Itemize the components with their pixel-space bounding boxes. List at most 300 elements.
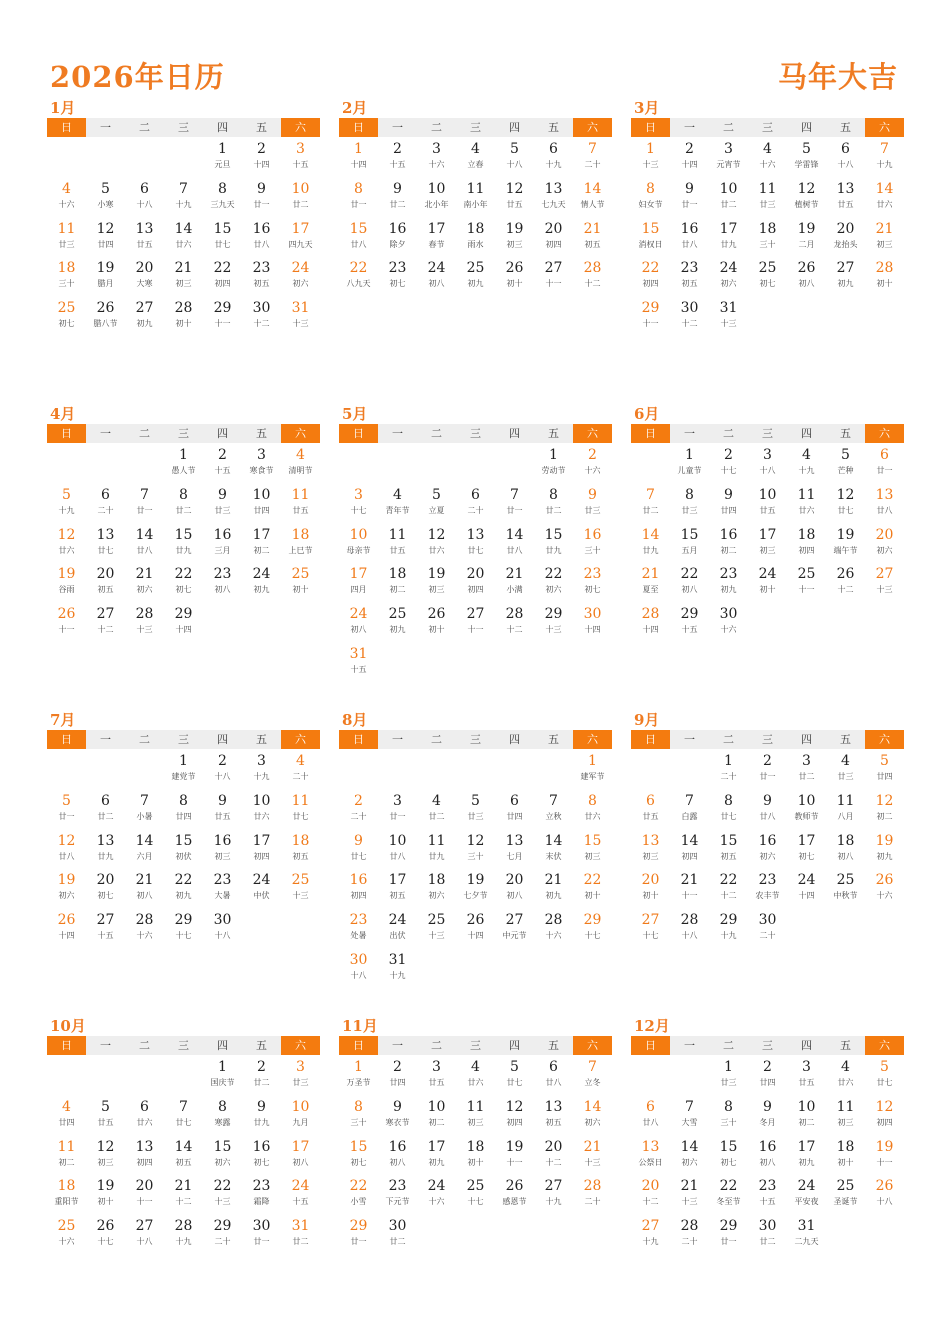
day-cell <box>631 908 670 948</box>
day-cell <box>47 562 86 602</box>
day-cell <box>826 523 865 563</box>
weekday-label: 三 <box>748 118 787 137</box>
day-number: 24 <box>291 1178 310 1195</box>
lunar-date: 十二 <box>837 585 854 595</box>
lunar-date: 十一 <box>642 319 659 329</box>
day-number: 29 <box>680 606 699 623</box>
lunar-date: 十五 <box>350 664 367 674</box>
lunar-date: 廿五 <box>97 1117 114 1127</box>
lunar-date: 大寒 <box>136 279 153 289</box>
weekday-label: 一 <box>378 118 417 137</box>
day-number: 4 <box>62 180 71 197</box>
lunar-date: 七夕节 <box>463 891 488 901</box>
lunar-date: 十九 <box>389 970 406 980</box>
day-number: 20 <box>135 1178 154 1195</box>
weekday-label: 五 <box>826 1036 865 1055</box>
empty-cell <box>417 749 456 789</box>
day-grid <box>339 749 612 988</box>
day-cell <box>456 137 495 177</box>
day-grid <box>631 137 904 336</box>
weekday-label: 六 <box>281 118 320 137</box>
lunar-date: 十二 <box>506 625 523 635</box>
day-number: 30 <box>252 300 271 317</box>
day-number: 16 <box>252 220 271 237</box>
lunar-date: 二十 <box>720 772 737 781</box>
lunar-date: 大暑 <box>214 891 231 901</box>
empty-cell <box>495 443 534 483</box>
lunar-date: 儿童节 <box>677 466 702 475</box>
empty-cell <box>631 443 670 483</box>
day-number: 21 <box>641 566 660 583</box>
weekday-header <box>631 424 904 443</box>
day-cell <box>203 483 242 523</box>
day-number: 18 <box>57 260 76 277</box>
day-number: 17 <box>349 566 368 583</box>
lunar-date: 十六 <box>584 466 601 475</box>
day-cell <box>378 829 417 869</box>
weekday-label: 六 <box>865 118 904 137</box>
lunar-date: 情人节 <box>580 199 605 209</box>
lunar-date: 四月 <box>350 585 367 595</box>
day-number: 11 <box>466 180 485 197</box>
day-number: 4 <box>841 753 850 769</box>
empty-cell <box>86 1055 125 1095</box>
day-number: 22 <box>641 260 660 277</box>
day-cell <box>47 908 86 948</box>
lunar-date: 初四 <box>642 279 659 289</box>
lunar-date: 初九 <box>389 625 406 635</box>
day-cell <box>203 443 242 483</box>
day-cell <box>47 829 86 869</box>
day-number: 28 <box>135 912 154 929</box>
day-cell <box>125 789 164 829</box>
weekday-label: 日 <box>631 424 670 443</box>
day-cell <box>748 562 787 602</box>
empty-cell <box>47 443 86 483</box>
month-block <box>631 99 904 336</box>
day-cell <box>47 217 86 257</box>
day-number: 13 <box>505 832 524 849</box>
day-grid <box>631 749 904 948</box>
lunar-date: 大雪 <box>681 1117 698 1127</box>
day-number: 23 <box>758 872 777 889</box>
lunar-date: 二十 <box>97 505 114 515</box>
day-cell <box>456 177 495 217</box>
lunar-date: 廿七 <box>350 851 367 861</box>
weekday-label: 一 <box>86 730 125 749</box>
weekday-label: 四 <box>495 118 534 137</box>
lunar-date: 初四 <box>681 851 698 861</box>
lunar-date: 十九 <box>545 1197 562 1207</box>
day-cell <box>670 1214 709 1254</box>
lunar-date: 八月 <box>837 811 854 821</box>
weekday-label: 六 <box>573 118 612 137</box>
weekday-header <box>47 1036 320 1055</box>
lunar-date: 十三 <box>214 1197 231 1207</box>
lunar-date: 廿九 <box>253 1117 270 1127</box>
lunar-date: 十九 <box>876 160 893 169</box>
day-cell <box>534 908 573 948</box>
day-number: 6 <box>880 447 889 463</box>
day-cell <box>203 137 242 177</box>
empty-cell <box>378 749 417 789</box>
lunar-date: 廿八 <box>506 545 523 555</box>
lunar-date: 十二 <box>584 279 601 289</box>
lunar-date: 三月 <box>214 545 231 555</box>
lunar-date: 中元节 <box>502 931 527 941</box>
weekday-label: 二 <box>709 118 748 137</box>
day-number: 26 <box>505 1178 524 1195</box>
weekday-label: 六 <box>281 1036 320 1055</box>
lunar-date: 立秋 <box>545 811 562 821</box>
day-number: 27 <box>544 260 563 277</box>
day-cell <box>495 829 534 869</box>
weekday-label: 三 <box>456 118 495 137</box>
weekday-label: 五 <box>242 730 281 749</box>
day-number: 17 <box>252 832 271 849</box>
lunar-date: 廿三 <box>214 505 231 515</box>
day-number: 12 <box>797 180 816 197</box>
day-cell <box>456 1135 495 1175</box>
lunar-date: 二十 <box>759 931 776 941</box>
day-number: 10 <box>252 792 271 809</box>
weekday-label: 五 <box>534 730 573 749</box>
lunar-date: 二十 <box>584 1197 601 1207</box>
lunar-date: 二十 <box>292 772 309 781</box>
day-cell <box>495 789 534 829</box>
lunar-date: 二月 <box>798 239 815 249</box>
day-cell <box>670 1174 709 1214</box>
day-number: 5 <box>432 486 441 503</box>
day-cell <box>456 562 495 602</box>
lunar-date: 十二 <box>642 1197 659 1207</box>
day-cell <box>865 1174 904 1214</box>
day-number: 29 <box>174 912 193 929</box>
lunar-date: 廿一 <box>136 505 153 515</box>
day-cell <box>865 1135 904 1175</box>
day-number: 28 <box>641 606 660 623</box>
day-cell <box>417 523 456 563</box>
weekday-label: 三 <box>456 730 495 749</box>
lunar-date: 廿六 <box>428 545 445 555</box>
day-number: 9 <box>588 486 597 503</box>
day-cell <box>47 1174 86 1214</box>
day-number: 8 <box>685 486 694 503</box>
weekday-label: 五 <box>826 118 865 137</box>
lunar-date: 廿一 <box>681 199 698 209</box>
day-number: 24 <box>349 606 368 623</box>
weekday-label: 二 <box>125 118 164 137</box>
day-number: 21 <box>135 872 154 889</box>
day-cell <box>417 908 456 948</box>
lunar-date: 廿八 <box>876 505 893 515</box>
day-cell <box>573 483 612 523</box>
day-number: 19 <box>427 566 446 583</box>
weekday-label: 四 <box>495 1036 534 1055</box>
day-number: 27 <box>836 260 855 277</box>
day-cell <box>339 177 378 217</box>
day-number: 12 <box>875 1098 894 1115</box>
lunar-date: 处暑 <box>350 931 367 941</box>
lunar-date: 廿四 <box>876 772 893 781</box>
lunar-date: 初九 <box>175 891 192 901</box>
day-number: 20 <box>544 220 563 237</box>
lunar-date: 三十 <box>759 239 776 249</box>
day-number: 7 <box>179 180 188 197</box>
lunar-date: 初五 <box>175 1157 192 1167</box>
day-number: 12 <box>505 1098 524 1115</box>
lunar-date: 廿二 <box>389 199 406 209</box>
day-cell <box>203 1214 242 1254</box>
day-cell <box>456 523 495 563</box>
day-cell <box>534 1095 573 1135</box>
lunar-date: 初四 <box>136 1157 153 1167</box>
day-cell <box>826 868 865 908</box>
lunar-date: 白露 <box>681 811 698 821</box>
day-cell <box>748 483 787 523</box>
day-number: 14 <box>135 526 154 543</box>
lunar-date: 十九 <box>58 505 75 515</box>
day-cell <box>534 443 573 483</box>
day-cell <box>787 1055 826 1095</box>
day-number: 31 <box>797 1218 816 1235</box>
day-cell <box>281 789 320 829</box>
day-grid <box>339 1055 612 1254</box>
lunar-date: 初七 <box>584 585 601 595</box>
day-number: 9 <box>354 832 363 849</box>
day-number: 16 <box>349 872 368 889</box>
day-cell <box>573 137 612 177</box>
lunar-date: 六月 <box>136 851 153 861</box>
lunar-date: 冬月 <box>759 1117 776 1127</box>
lunar-date: 初九 <box>253 585 270 595</box>
day-cell <box>164 483 203 523</box>
lunar-date: 腊月 <box>97 279 114 289</box>
day-cell <box>339 868 378 908</box>
lunar-date: 上巳节 <box>288 545 313 555</box>
lunar-date: 初九 <box>837 279 854 289</box>
lunar-date: 十六 <box>876 891 893 901</box>
day-number: 2 <box>218 447 227 463</box>
day-number: 4 <box>471 1059 480 1075</box>
day-grid <box>339 443 612 682</box>
empty-cell <box>670 749 709 789</box>
lunar-date: 初三 <box>506 239 523 249</box>
day-cell <box>378 1135 417 1175</box>
lunar-date: 廿二 <box>798 772 815 781</box>
day-number: 6 <box>841 141 850 157</box>
day-cell <box>709 562 748 602</box>
day-number: 18 <box>797 526 816 543</box>
weekday-label: 日 <box>47 1036 86 1055</box>
weekday-label: 一 <box>670 730 709 749</box>
empty-cell <box>417 443 456 483</box>
lunar-date: 七九天 <box>541 199 566 209</box>
weekday-label: 五 <box>534 1036 573 1055</box>
weekday-label: 四 <box>203 1036 242 1055</box>
day-number: 14 <box>583 180 602 197</box>
lunar-date: 十七 <box>720 466 737 475</box>
day-cell <box>670 256 709 296</box>
day-cell <box>670 443 709 483</box>
day-number: 24 <box>797 872 816 889</box>
empty-cell <box>534 749 573 789</box>
day-cell <box>456 1055 495 1095</box>
day-cell <box>417 602 456 642</box>
day-cell <box>339 829 378 869</box>
day-cell <box>339 1135 378 1175</box>
day-number: 6 <box>549 1059 558 1075</box>
day-number: 14 <box>680 1138 699 1155</box>
day-number: 29 <box>544 606 563 623</box>
weekday-label: 日 <box>47 730 86 749</box>
day-cell <box>378 789 417 829</box>
weekday-label: 四 <box>203 118 242 137</box>
lunar-date: 二十 <box>584 160 601 169</box>
lunar-date: 初八 <box>506 891 523 901</box>
day-number: 2 <box>763 1059 772 1075</box>
lunar-date: 十三 <box>136 625 153 635</box>
lunar-date: 初二 <box>876 811 893 821</box>
lunar-date: 初三 <box>642 851 659 861</box>
day-cell <box>203 749 242 789</box>
day-cell <box>573 443 612 483</box>
lunar-date: 十一 <box>467 625 484 635</box>
lunar-date: 母亲节 <box>346 545 371 555</box>
lunar-date: 消权日 <box>638 239 663 249</box>
lunar-date: 十五 <box>681 625 698 635</box>
day-cell <box>417 829 456 869</box>
day-cell <box>417 1055 456 1095</box>
day-cell <box>339 948 378 988</box>
day-cell <box>125 483 164 523</box>
day-number: 29 <box>583 912 602 929</box>
day-number: 17 <box>388 872 407 889</box>
day-number: 16 <box>388 1138 407 1155</box>
lunar-date: 十一 <box>798 585 815 595</box>
month-block <box>631 1017 904 1254</box>
lunar-date: 初二 <box>720 545 737 555</box>
calendar-subtitle: 马年大吉 <box>777 60 898 94</box>
day-cell <box>787 1214 826 1254</box>
empty-cell <box>495 749 534 789</box>
day-cell <box>164 1135 203 1175</box>
weekday-label: 二 <box>417 730 456 749</box>
lunar-date: 十八 <box>759 466 776 475</box>
day-cell <box>339 523 378 563</box>
lunar-date: 十七 <box>467 1197 484 1207</box>
day-number: 6 <box>140 180 149 197</box>
day-number: 28 <box>174 1218 193 1235</box>
lunar-date: 妇女节 <box>638 199 663 209</box>
day-number: 3 <box>432 141 441 157</box>
weekday-label: 三 <box>456 1036 495 1055</box>
day-number: 6 <box>471 486 480 503</box>
day-number: 17 <box>427 1138 446 1155</box>
month-block <box>631 405 904 642</box>
day-cell <box>281 443 320 483</box>
day-number: 23 <box>719 566 738 583</box>
day-number: 20 <box>875 526 894 543</box>
weekday-label: 一 <box>378 1036 417 1055</box>
day-cell <box>125 177 164 217</box>
day-number: 3 <box>763 447 772 463</box>
day-cell <box>709 749 748 789</box>
day-number: 7 <box>510 486 519 503</box>
lunar-date: 十三 <box>681 1197 698 1207</box>
day-number: 17 <box>719 220 738 237</box>
lunar-date: 初四 <box>545 239 562 249</box>
day-cell <box>670 789 709 829</box>
weekday-label: 六 <box>573 730 612 749</box>
lunar-date: 初六 <box>545 585 562 595</box>
day-number: 2 <box>393 1059 402 1075</box>
day-cell <box>339 483 378 523</box>
day-cell <box>242 829 281 869</box>
day-number: 29 <box>349 1218 368 1235</box>
weekday-label: 四 <box>787 424 826 443</box>
lunar-date: 廿七 <box>506 1078 523 1087</box>
lunar-date: 初七 <box>253 1157 270 1167</box>
day-number: 16 <box>583 526 602 543</box>
day-cell <box>164 256 203 296</box>
weekday-label: 六 <box>573 1036 612 1055</box>
lunar-date: 初十 <box>642 891 659 901</box>
day-number: 4 <box>62 1098 71 1115</box>
lunar-date: 雨水 <box>467 239 484 249</box>
day-number: 16 <box>213 832 232 849</box>
day-cell <box>339 602 378 642</box>
day-number: 17 <box>252 526 271 543</box>
day-number: 26 <box>427 606 446 623</box>
day-number: 2 <box>763 753 772 769</box>
lunar-date: 初七 <box>798 851 815 861</box>
day-number: 19 <box>875 1138 894 1155</box>
day-cell <box>203 177 242 217</box>
day-number: 22 <box>680 566 699 583</box>
weekday-label: 三 <box>456 424 495 443</box>
day-number: 4 <box>296 753 305 769</box>
day-number: 18 <box>388 566 407 583</box>
day-cell <box>242 256 281 296</box>
day-cell <box>164 868 203 908</box>
day-number: 21 <box>544 872 563 889</box>
day-number: 7 <box>140 792 149 809</box>
weekday-label: 二 <box>417 118 456 137</box>
lunar-date: 谷雨 <box>58 585 75 595</box>
day-cell <box>417 789 456 829</box>
lunar-date: 初十 <box>292 585 309 595</box>
day-cell <box>378 948 417 988</box>
lunar-date: 初八 <box>214 585 231 595</box>
day-number: 31 <box>719 300 738 317</box>
lunar-date: 寒食节 <box>249 466 274 475</box>
lunar-date: 十六 <box>545 931 562 941</box>
day-number: 4 <box>393 486 402 503</box>
day-cell <box>670 602 709 642</box>
day-number: 7 <box>549 792 558 809</box>
month-name: 9月 <box>634 711 660 729</box>
day-cell <box>164 1214 203 1254</box>
lunar-date: 初五 <box>681 279 698 289</box>
lunar-date: 初六 <box>759 851 776 861</box>
day-number: 1 <box>354 141 363 157</box>
lunar-date: 十四 <box>798 891 815 901</box>
day-number: 24 <box>797 1178 816 1195</box>
lunar-date: 廿六 <box>467 1078 484 1087</box>
day-cell <box>86 523 125 563</box>
day-cell <box>709 177 748 217</box>
